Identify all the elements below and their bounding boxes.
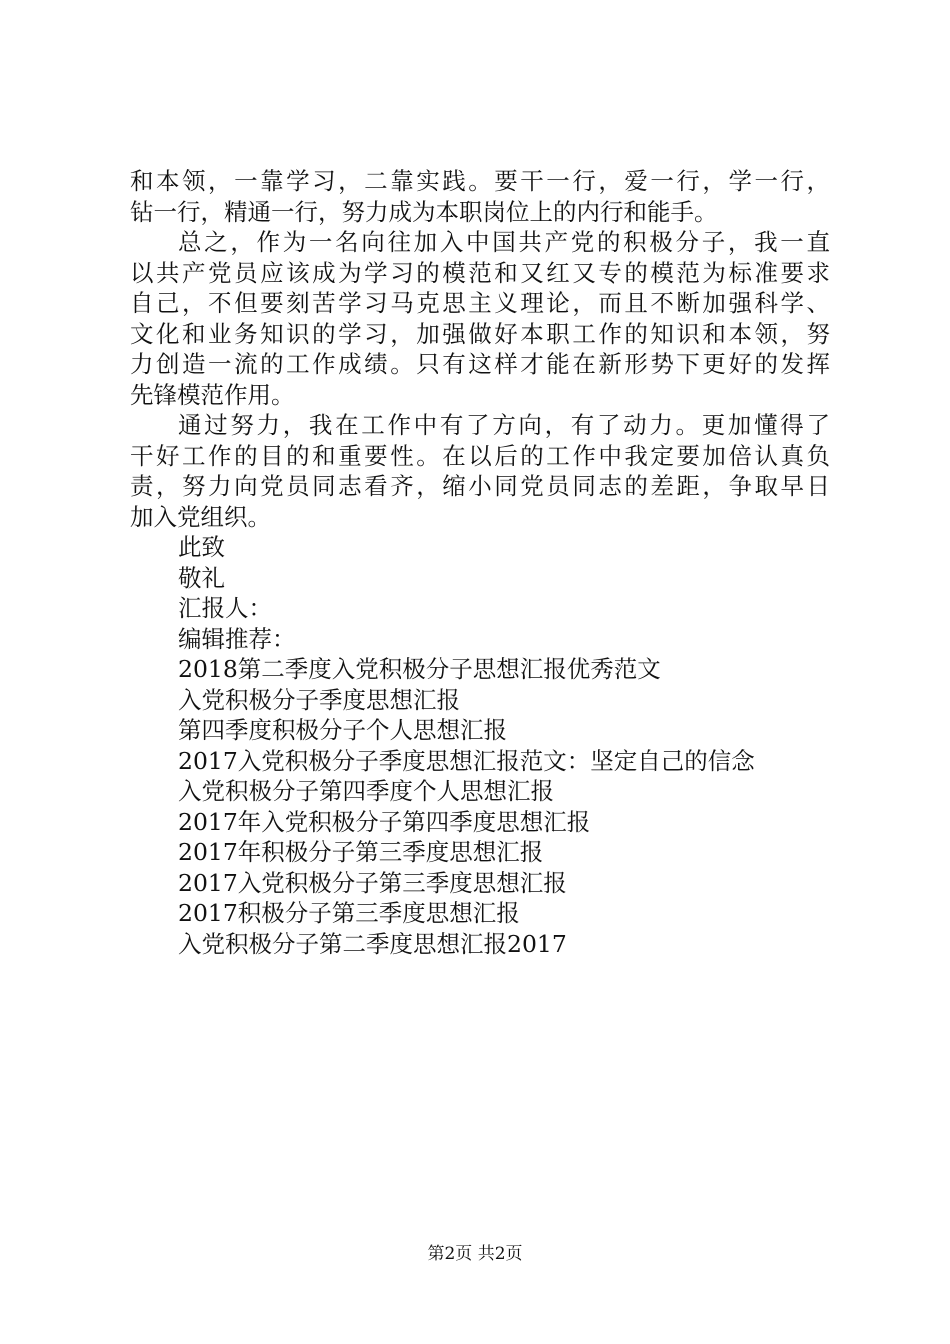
recommendation-link[interactable]: 2017年入党积极分子第四季度思想汇报 [178, 807, 591, 836]
closing-regards: 敬礼 [178, 563, 225, 592]
recommendation-link[interactable]: 第四季度积极分子个人思想汇报 [178, 716, 507, 744]
text-line: 通过努力，我在工作中有了方向，有了动力。更加懂得了 [178, 411, 830, 439]
text-line: 先锋模范作用。 [130, 380, 295, 409]
text-line: 自己，不但要刻苦学习马克思主义理论，而且不断加强科学、 [130, 289, 830, 317]
text-line: 以共产党员应该成为学习的模范和又红又专的模范为标准要求 [130, 258, 830, 287]
paragraph-3 [130, 410, 830, 532]
text-line: 和本领，一靠学习，二靠实践。要干一行，爱一行，学一行， [130, 167, 830, 195]
text-line: 干好工作的目的和重要性。在以后的工作中我定要加倍认真负 [130, 441, 830, 470]
paragraph-1 [130, 166, 830, 227]
recommendation-link[interactable]: 2017入党积极分子季度思想汇报范文：坚定自己的信念 [178, 746, 755, 775]
recommend-heading: 编辑推荐： [178, 624, 296, 653]
recommendation-link[interactable]: 2018第二季度入党积极分子思想汇报优秀范文 [178, 655, 661, 683]
closing-salutation: 此致 [178, 533, 225, 561]
recommendation-link[interactable]: 入党积极分子季度思想汇报 [178, 685, 460, 714]
text-line: 加入党组织。 [130, 502, 271, 531]
document-body [130, 166, 830, 959]
recommendation-link[interactable]: 入党积极分子第四季度个人思想汇报 [178, 777, 554, 805]
closing-block [130, 532, 830, 654]
recommendation-link[interactable]: 入党积极分子第二季度思想汇报2017 [178, 929, 567, 958]
reporter-label: 汇报人： [178, 594, 272, 622]
recommendation-link[interactable]: 2017积极分子第三季度思想汇报 [178, 899, 520, 927]
recommendation-link[interactable]: 2017年积极分子第三季度思想汇报 [178, 838, 544, 866]
recommendation-list [130, 654, 830, 959]
text-line: 文化和业务知识的学习，加强做好本职工作的知识和本领，努 [130, 319, 830, 348]
page-footer: 第2页 共2页 [427, 1244, 523, 1264]
text-line: 总之，作为一名向往加入中国共产党的积极分子，我一直 [178, 228, 830, 256]
text-line: 责，努力向党员同志看齐，缩小同党员同志的差距，争取早日 [130, 472, 830, 500]
paragraph-2 [130, 227, 830, 410]
text-line: 力创造一流的工作成绩。只有这样才能在新形势下更好的发挥 [130, 350, 830, 378]
recommendation-link[interactable]: 2017入党积极分子第三季度思想汇报 [178, 868, 567, 897]
text-line: 钻一行，精通一行，努力成为本职岗位上的内行和能手。 [130, 197, 718, 226]
